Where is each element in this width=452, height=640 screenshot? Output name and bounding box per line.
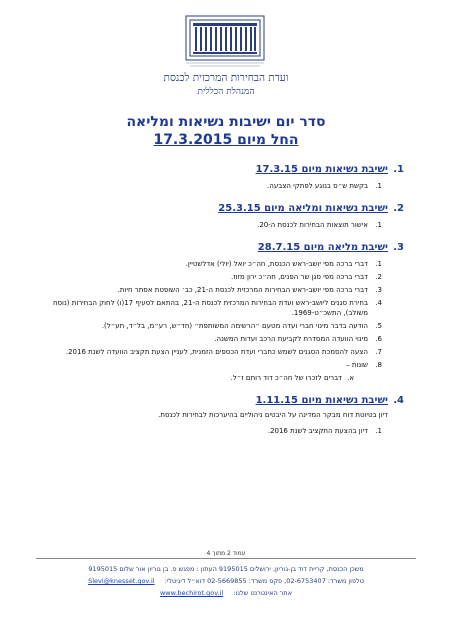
section-heading: [34, 242, 404, 253]
footer-phone: טלפון משרד: 02-6753407, פקס משרד: 02-5669855 דוא״ל דיגיטלי:: [164, 577, 364, 585]
list-item: 1. אישור תוצאות הבחירות לכנסת ה-20.: [257, 221, 382, 229]
agenda-title: [0, 114, 452, 148]
list-item: 5. הודעה בדבר מינוי חברי ועדה מטעם ״הרשימה המשותפת״ (חד״ש, רע״מ, בל״ד, תע״ל).: [101, 322, 382, 330]
list-item: 3. דברי ברכה מפי יושב-ראש הבחירות המרכזית לכנסת ה-21, כב׳ השופטת אסתר חיות.: [117, 286, 382, 294]
list-item: 2. דברי ברכה מפי סגן שר הפנים, חה״כ ירון מזוז.: [230, 273, 382, 281]
website-link[interactable]: www.bechirot.gov.il: [159, 589, 224, 597]
list-item: 7. הצעה להסמכת הסגנים לשמש כחברי ועדת הכספים הזמנית, לעניין הצעת תקציב הוועדה לשנת 2016.: [65, 348, 382, 356]
website-label: אתר האינטרנט שלנו:: [233, 589, 293, 597]
footer-website-row: [36, 589, 416, 597]
email-link[interactable]: Slevi@knesset.gov.il: [88, 577, 155, 585]
list-item: 8. שונות –: [346, 361, 382, 369]
footer-contact: [36, 577, 416, 585]
footer-address: משכן הכנסת, קריית דוד בן-גוריון, ירושלים 9195015 העתון : מפגש פ. בן גוריון אור שלום 9195015: [88, 565, 364, 573]
section-3: [34, 242, 404, 383]
section-title: ישיבת נשיאות ומליאה מיום 25.3.15: [218, 203, 388, 214]
section-title: ישיבת מליאה מיום 28.7.15: [257, 242, 388, 253]
list-item: 6. מינוי הוועדה המסדרת לקביעת הרכב ועדות המשנה.: [214, 335, 382, 343]
list-item: 4. בחירת סגנים ליושב-ראש ועדת הבחירות המרכזית לכנסת ה-21, בהתאם לסעיף 17(ו) לחוק הבחירות (נוסח משולב), התשכ״ט-1969.: [52, 299, 382, 317]
section-heading: [34, 395, 404, 406]
list-item: 1. דיון בהצעת התקציב לשנת 2016.: [267, 427, 382, 435]
title-line-1: סדר יום ישיבות נשיאות ומליאה: [126, 114, 326, 130]
page-footer: [36, 550, 416, 601]
section-heading: [34, 203, 404, 214]
list-item: 1. בקשת ש״ס בנוגע לפתקי הצבעה.: [267, 182, 382, 190]
page-number: עמוד 2 מתוך 4: [36, 550, 416, 559]
section-text: דיון בטיוטת דוח מבקר המדינה על היבטים ניהוליים בהיערכות לבחירות לכנסת.: [158, 411, 388, 419]
section-1: [34, 164, 404, 191]
org-name: ועדת הבחירות המרכזית לכנסת: [163, 72, 289, 84]
section-number: 3.: [393, 242, 404, 253]
section-2: [34, 203, 404, 230]
section-4: [34, 395, 404, 436]
sub-item: א. דברים לזכרו של חה״כ דוד רותם ז״ל.: [230, 374, 354, 382]
knesset-building-icon: [180, 8, 270, 70]
org-subtitle: המנהלת הכללית: [197, 87, 255, 97]
section-number: 4.: [393, 395, 404, 406]
title-line-2: החל מיום 17.3.2015: [153, 132, 299, 148]
org-header: [0, 72, 452, 97]
section-number: 1.: [393, 164, 404, 175]
section-title: ישיבת נשיאות מיום 1.11.15: [255, 395, 388, 406]
list-item: 1. דברי ברכה מפי יושב-ראש הכנסת, חה״כ יואל (יולי) אדלשטיין.: [185, 260, 382, 268]
section-number: 2.: [393, 203, 404, 214]
agenda-content: [34, 164, 404, 448]
section-title: ישיבת נשיאות מיום 17.3.15: [255, 164, 388, 175]
section-heading: [34, 164, 404, 175]
